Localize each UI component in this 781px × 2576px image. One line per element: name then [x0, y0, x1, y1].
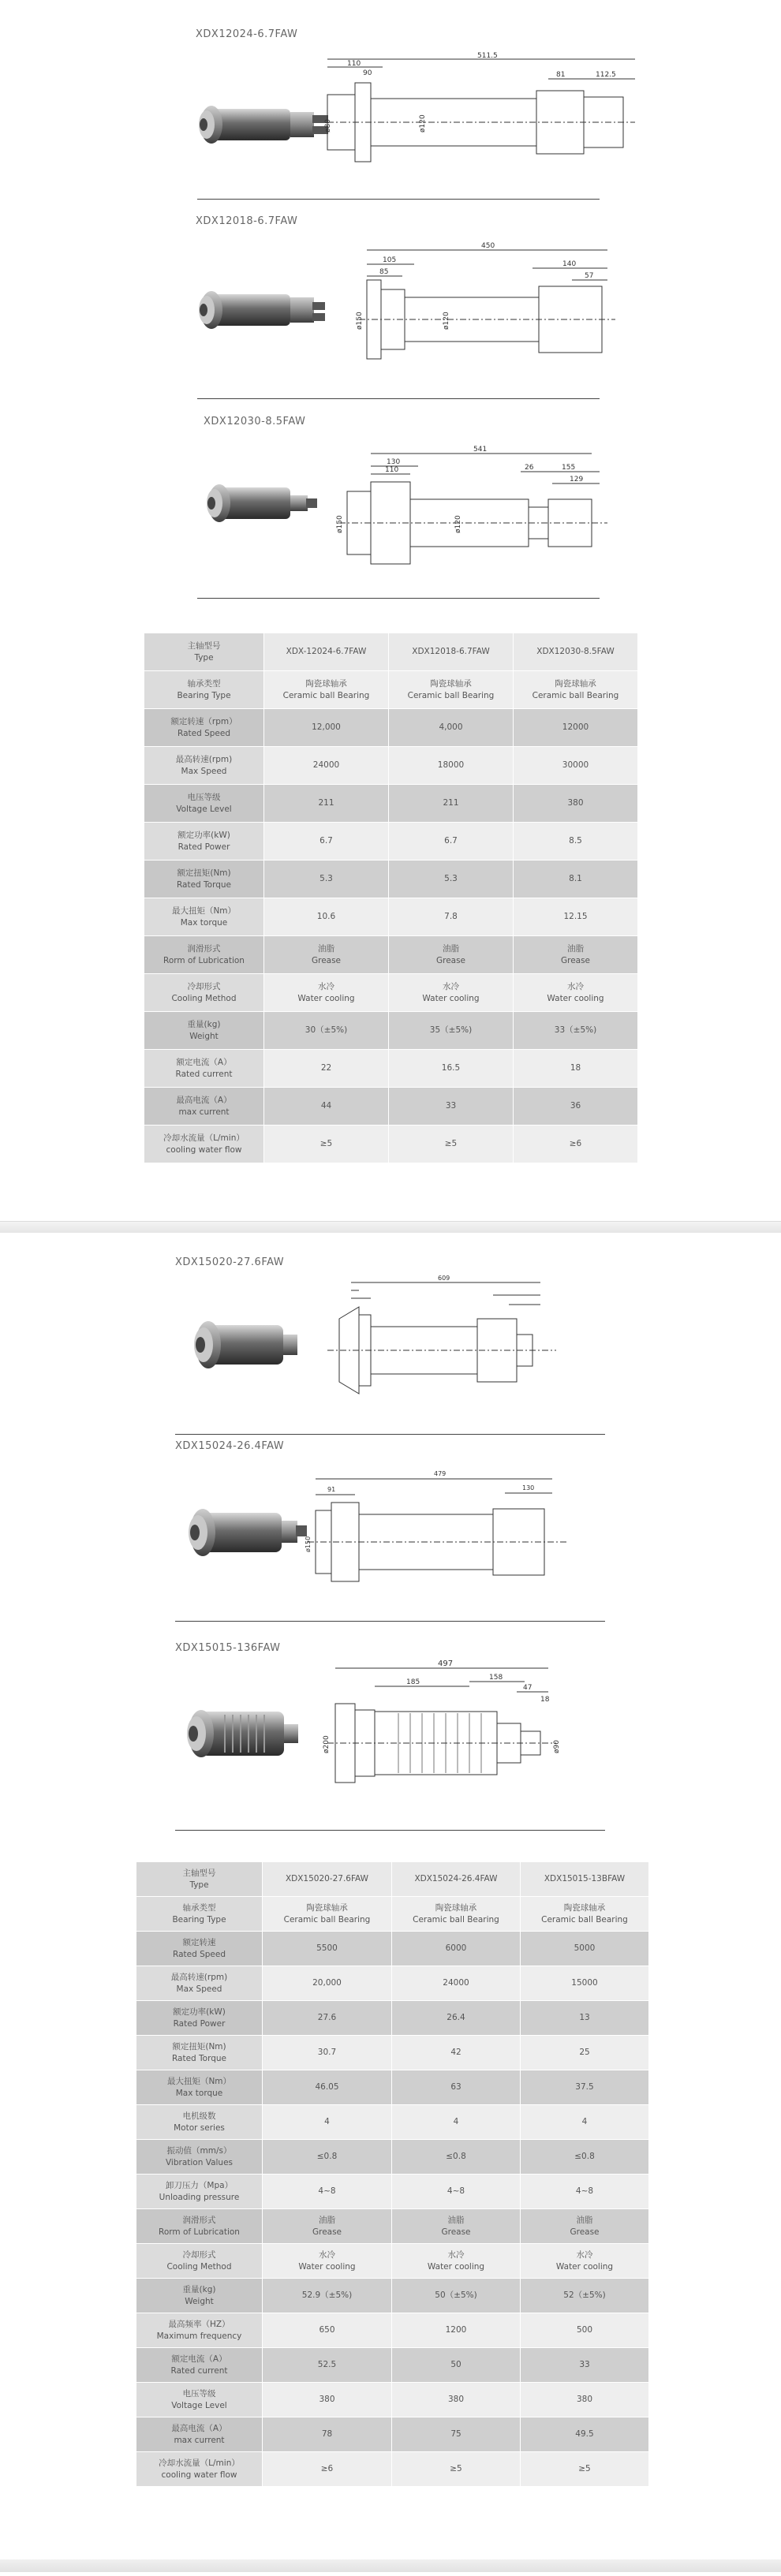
technical-drawing	[327, 241, 643, 371]
dim-overall: 450	[481, 242, 495, 250]
value-cell: 5.3	[389, 861, 514, 898]
value-cell: 18000	[389, 747, 514, 785]
header-label-cell: 主轴型号 Type	[136, 1862, 263, 1897]
row-label-cell: 额定扭矩(Nm) Rated Torque	[144, 861, 264, 898]
value-cell: 5.3	[264, 861, 389, 898]
table-row	[144, 823, 638, 861]
dim-overall: 497	[438, 1659, 454, 1668]
value-cell: ≥5	[264, 1126, 389, 1163]
table-row	[136, 2036, 649, 2070]
value-cell: 陶瓷球轴承 Ceramic ball Bearing	[389, 671, 514, 709]
table-row	[136, 2348, 649, 2383]
value-cell: 18	[514, 1050, 638, 1088]
row-label-cell: 电压等级 Voltage Level	[144, 785, 264, 823]
spindle-photo	[170, 1497, 312, 1580]
value-cell: 水冷 Water cooling	[263, 2244, 392, 2279]
spec-table-2	[136, 1861, 649, 2487]
technical-drawing	[304, 1271, 580, 1417]
table-header-row	[144, 633, 638, 671]
value-cell: 6000	[392, 1932, 521, 1966]
row-label-cell: 重量(kg) Weight	[136, 2279, 263, 2313]
table-row	[144, 936, 638, 974]
value-cell: 油脂 Grease	[514, 936, 638, 974]
row-label-cell: 电压等级 Voltage Level	[136, 2383, 263, 2417]
row-label-cell: 额定转速（rpm） Rated Speed	[144, 709, 264, 747]
value-cell: 12000	[514, 709, 638, 747]
row-label-cell: 轴承类型 Bearing Type	[144, 671, 264, 709]
section-divider	[0, 1221, 781, 1233]
value-cell: 4~8	[392, 2175, 521, 2209]
dim-d2: 85	[379, 268, 389, 276]
model-label: XDX12024-6.7FAW	[196, 28, 298, 40]
value-cell: 4,000	[389, 709, 514, 747]
table-row	[144, 1126, 638, 1163]
dim-d3: 81	[556, 71, 566, 79]
row-label-cell: 冷却水流量（L/min） cooling water flow	[144, 1126, 264, 1163]
table-row	[136, 2209, 649, 2244]
dim-d2: 158	[489, 1674, 503, 1682]
dim-dia1: ø150	[336, 515, 344, 533]
value-cell: 油脂 Grease	[263, 2209, 392, 2244]
separator-rule	[175, 1434, 605, 1435]
technical-drawing	[316, 444, 631, 574]
value-cell: 650	[263, 2313, 392, 2348]
table-row	[144, 747, 638, 785]
model-label: XDX12030-8.5FAW	[204, 416, 306, 427]
dim-d4: 18	[540, 1696, 550, 1704]
dim-dia2: ø120	[443, 312, 450, 330]
value-cell: 46.05	[263, 2070, 392, 2105]
dim-d3: 47	[523, 1684, 532, 1692]
value-cell: ≥5	[392, 2452, 521, 2487]
table-row	[144, 1088, 638, 1126]
dim-overall: 511.5	[477, 52, 498, 60]
dim-d3: 140	[562, 260, 577, 268]
spindle-photo	[170, 1697, 312, 1780]
spindle-photo	[180, 95, 338, 162]
value-cell: 42	[392, 2036, 521, 2070]
table-row	[144, 1012, 638, 1050]
row-label-cell: 润滑形式 Rorm of Lubrication	[136, 2209, 263, 2244]
value-cell: 380	[514, 785, 638, 823]
table-row	[136, 2313, 649, 2348]
value-cell: 4	[521, 2105, 649, 2140]
row-label-cell: 振动值（mm/s） Vibration Values	[136, 2140, 263, 2175]
separator-rule	[197, 199, 600, 200]
value-cell: 陶瓷球轴承 Ceramic ball Bearing	[264, 671, 389, 709]
table-row	[144, 861, 638, 898]
value-cell: 水冷 Water cooling	[264, 974, 389, 1012]
table-row	[136, 2417, 649, 2452]
value-cell: ≤0.8	[263, 2140, 392, 2175]
value-cell: 35（±5%)	[389, 1012, 514, 1050]
separator-rule	[197, 398, 600, 399]
value-cell: 13	[521, 2001, 649, 2036]
dim-overall: 541	[473, 446, 488, 454]
row-label-cell: 冷却水流量（L/min） cooling water flow	[136, 2452, 263, 2487]
header-model-cell: XDX15024-26.4FAW	[392, 1862, 521, 1897]
row-label-cell: 最高频率（HZ） Maximum frequency	[136, 2313, 263, 2348]
dim-d4: 112.5	[596, 71, 616, 79]
value-cell: 12.15	[514, 898, 638, 936]
value-cell: 50（±5%)	[392, 2279, 521, 2313]
value-cell: 6.7	[264, 823, 389, 861]
table-row	[136, 1897, 649, 1932]
table-row	[136, 2244, 649, 2279]
spindle-photo	[180, 280, 338, 347]
technical-drawing	[300, 1463, 600, 1609]
dim-d1: 185	[406, 1678, 420, 1686]
row-label-cell: 重量(kg) Weight	[144, 1012, 264, 1050]
value-cell: 380	[263, 2383, 392, 2417]
dim-d2: 110	[385, 466, 399, 474]
dim-d2: 91	[327, 1486, 336, 1493]
value-cell: 4	[392, 2105, 521, 2140]
value-cell: 25	[521, 2036, 649, 2070]
header-model-cell: XDX12018-6.7FAW	[389, 633, 514, 671]
value-cell: 8.1	[514, 861, 638, 898]
value-cell: 380	[392, 2383, 521, 2417]
row-label-cell: 冷却形式 Cooling Method	[136, 2244, 263, 2279]
row-label-cell: 额定电流（A） Rated current	[144, 1050, 264, 1088]
table-row	[144, 974, 638, 1012]
row-label-cell: 卸刀压力（Mpa） Unloading pressure	[136, 2175, 263, 2209]
dim-d4: 57	[585, 272, 594, 280]
dim-dia1: ø150	[356, 312, 364, 330]
value-cell: 27.6	[263, 2001, 392, 2036]
value-cell: 水冷 Water cooling	[392, 2244, 521, 2279]
value-cell: 8.5	[514, 823, 638, 861]
value-cell: 10.6	[264, 898, 389, 936]
header-model-cell: XDX15015-13BFAW	[521, 1862, 649, 1897]
value-cell: 52（±5%)	[521, 2279, 649, 2313]
value-cell: ≥6	[514, 1126, 638, 1163]
header-model-cell: XDX-12024-6.7FAW	[264, 633, 389, 671]
value-cell: 78	[263, 2417, 392, 2452]
value-cell: 7.8	[389, 898, 514, 936]
table-row	[136, 2452, 649, 2487]
row-label-cell: 额定功率(kW) Rated Power	[136, 2001, 263, 2036]
model-label: XDX12018-6.7FAW	[196, 215, 298, 227]
value-cell: 33	[389, 1088, 514, 1126]
value-cell: 24000	[392, 1966, 521, 2001]
value-cell: 陶瓷球轴承 Ceramic ball Bearing	[521, 1897, 649, 1932]
row-label-cell: 额定电流（A） Rated current	[136, 2348, 263, 2383]
dim-d1: 130	[387, 458, 401, 466]
row-label-cell: 冷却形式 Cooling Method	[144, 974, 264, 1012]
value-cell: 30.7	[263, 2036, 392, 2070]
value-cell: 50	[392, 2348, 521, 2383]
value-cell: 油脂 Grease	[392, 2209, 521, 2244]
table-row	[136, 2383, 649, 2417]
header-model-cell: XDX12030-8.5FAW	[514, 633, 638, 671]
header-model-cell: XDX15020-27.6FAW	[263, 1862, 392, 1897]
value-cell: ≥5	[521, 2452, 649, 2487]
table-row	[144, 709, 638, 747]
row-label-cell: 额定转速 Rated Speed	[136, 1932, 263, 1966]
dim-overall: 609	[438, 1275, 450, 1282]
row-label-cell: 最大扭矩（Nm） Max torque	[144, 898, 264, 936]
technical-drawing	[320, 51, 667, 185]
value-cell: ≥6	[263, 2452, 392, 2487]
spindle-photo	[188, 473, 330, 540]
value-cell: 4	[263, 2105, 392, 2140]
value-cell: 油脂 Grease	[264, 936, 389, 974]
table-row	[136, 2140, 649, 2175]
value-cell: ≤0.8	[392, 2140, 521, 2175]
table-row	[136, 2105, 649, 2140]
dim-d1: 110	[347, 60, 361, 68]
value-cell: 水冷 Water cooling	[389, 974, 514, 1012]
value-cell: ≥5	[389, 1126, 514, 1163]
value-cell: 36	[514, 1088, 638, 1126]
value-cell: 水冷 Water cooling	[521, 2244, 649, 2279]
dim-overall: 479	[434, 1470, 447, 1477]
row-label-cell: 最大扭矩（Nm） Max torque	[136, 2070, 263, 2105]
value-cell: 陶瓷球轴承 Ceramic ball Bearing	[392, 1897, 521, 1932]
dim-d2: 90	[363, 69, 372, 77]
separator-rule	[175, 1621, 605, 1622]
table-row	[136, 2175, 649, 2209]
dim-dia2: ø120	[454, 515, 462, 533]
dim-dia1: ø150	[305, 1536, 312, 1552]
dim-d4: 155	[562, 464, 576, 472]
value-cell: 52.5	[263, 2348, 392, 2383]
dim-dia1: ø200	[323, 1735, 331, 1753]
table-row	[144, 671, 638, 709]
value-cell: 33（±5%)	[514, 1012, 638, 1050]
row-label-cell: 最高转速(rpm) Max Speed	[144, 747, 264, 785]
table-row	[144, 898, 638, 936]
dim-dia2: ø90	[553, 1740, 561, 1753]
separator-rule	[197, 598, 600, 599]
value-cell: 26.4	[392, 2001, 521, 2036]
table-row	[136, 2279, 649, 2313]
value-cell: 211	[264, 785, 389, 823]
table-row	[136, 1932, 649, 1966]
value-cell: 5000	[521, 1932, 649, 1966]
header-label-cell: 主轴型号 Type	[144, 633, 264, 671]
value-cell: 33	[521, 2348, 649, 2383]
value-cell: 陶瓷球轴承 Ceramic ball Bearing	[263, 1897, 392, 1932]
value-cell: 37.5	[521, 2070, 649, 2105]
model-label: XDX15020-27.6FAW	[175, 1256, 285, 1268]
row-label-cell: 最高转速(rpm) Max Speed	[136, 1966, 263, 2001]
table-row	[144, 1050, 638, 1088]
value-cell: 211	[389, 785, 514, 823]
value-cell: 20,000	[263, 1966, 392, 2001]
value-cell: 6.7	[389, 823, 514, 861]
dim-d1: 130	[522, 1484, 535, 1491]
spec-table-1	[144, 633, 638, 1163]
value-cell: 30000	[514, 747, 638, 785]
value-cell: 75	[392, 2417, 521, 2452]
model-label: XDX15024-26.4FAW	[175, 1440, 285, 1452]
table-header-row	[136, 1862, 649, 1897]
table-row	[136, 1966, 649, 2001]
row-label-cell: 电机级数 Motor series	[136, 2105, 263, 2140]
value-cell: 24000	[264, 747, 389, 785]
table-row	[136, 2001, 649, 2036]
bottom-strip	[0, 2559, 781, 2572]
value-cell: 49.5	[521, 2417, 649, 2452]
row-label-cell: 最高电流（A） max current	[136, 2417, 263, 2452]
value-cell: 水冷 Water cooling	[514, 974, 638, 1012]
model-label: XDX15015-136FAW	[175, 1642, 281, 1654]
row-label-cell: 额定扭矩(Nm) Rated Torque	[136, 2036, 263, 2070]
value-cell: 52.9（±5%)	[263, 2279, 392, 2313]
value-cell: 12,000	[264, 709, 389, 747]
value-cell: 63	[392, 2070, 521, 2105]
value-cell: 油脂 Grease	[521, 2209, 649, 2244]
value-cell: 380	[521, 2383, 649, 2417]
dim-dia1: ø80	[324, 119, 332, 133]
row-label-cell: 最高电流（A） max current	[144, 1088, 264, 1126]
value-cell: 油脂 Grease	[389, 936, 514, 974]
dim-dia2: ø120	[419, 114, 427, 133]
row-label-cell: 润滑形式 Rorm of Lubrication	[144, 936, 264, 974]
value-cell: 4~8	[263, 2175, 392, 2209]
value-cell: 22	[264, 1050, 389, 1088]
spindle-photo	[175, 1309, 309, 1392]
value-cell: 16.5	[389, 1050, 514, 1088]
dim-d5: 129	[570, 476, 584, 483]
value-cell: 陶瓷球轴承 Ceramic ball Bearing	[514, 671, 638, 709]
table-row	[144, 785, 638, 823]
dim-d1: 105	[383, 256, 397, 264]
table-row	[136, 2070, 649, 2105]
row-label-cell: 额定功率(kW) Rated Power	[144, 823, 264, 861]
value-cell: 1200	[392, 2313, 521, 2348]
value-cell: 15000	[521, 1966, 649, 2001]
technical-drawing	[312, 1656, 596, 1810]
dim-d3: 26	[525, 464, 534, 472]
value-cell: 30（±5%)	[264, 1012, 389, 1050]
value-cell: 500	[521, 2313, 649, 2348]
row-label-cell: 轴承类型 Bearing Type	[136, 1897, 263, 1932]
value-cell: 5500	[263, 1932, 392, 1966]
value-cell: 44	[264, 1088, 389, 1126]
separator-rule	[175, 1830, 605, 1831]
value-cell: ≤0.8	[521, 2140, 649, 2175]
value-cell: 4~8	[521, 2175, 649, 2209]
